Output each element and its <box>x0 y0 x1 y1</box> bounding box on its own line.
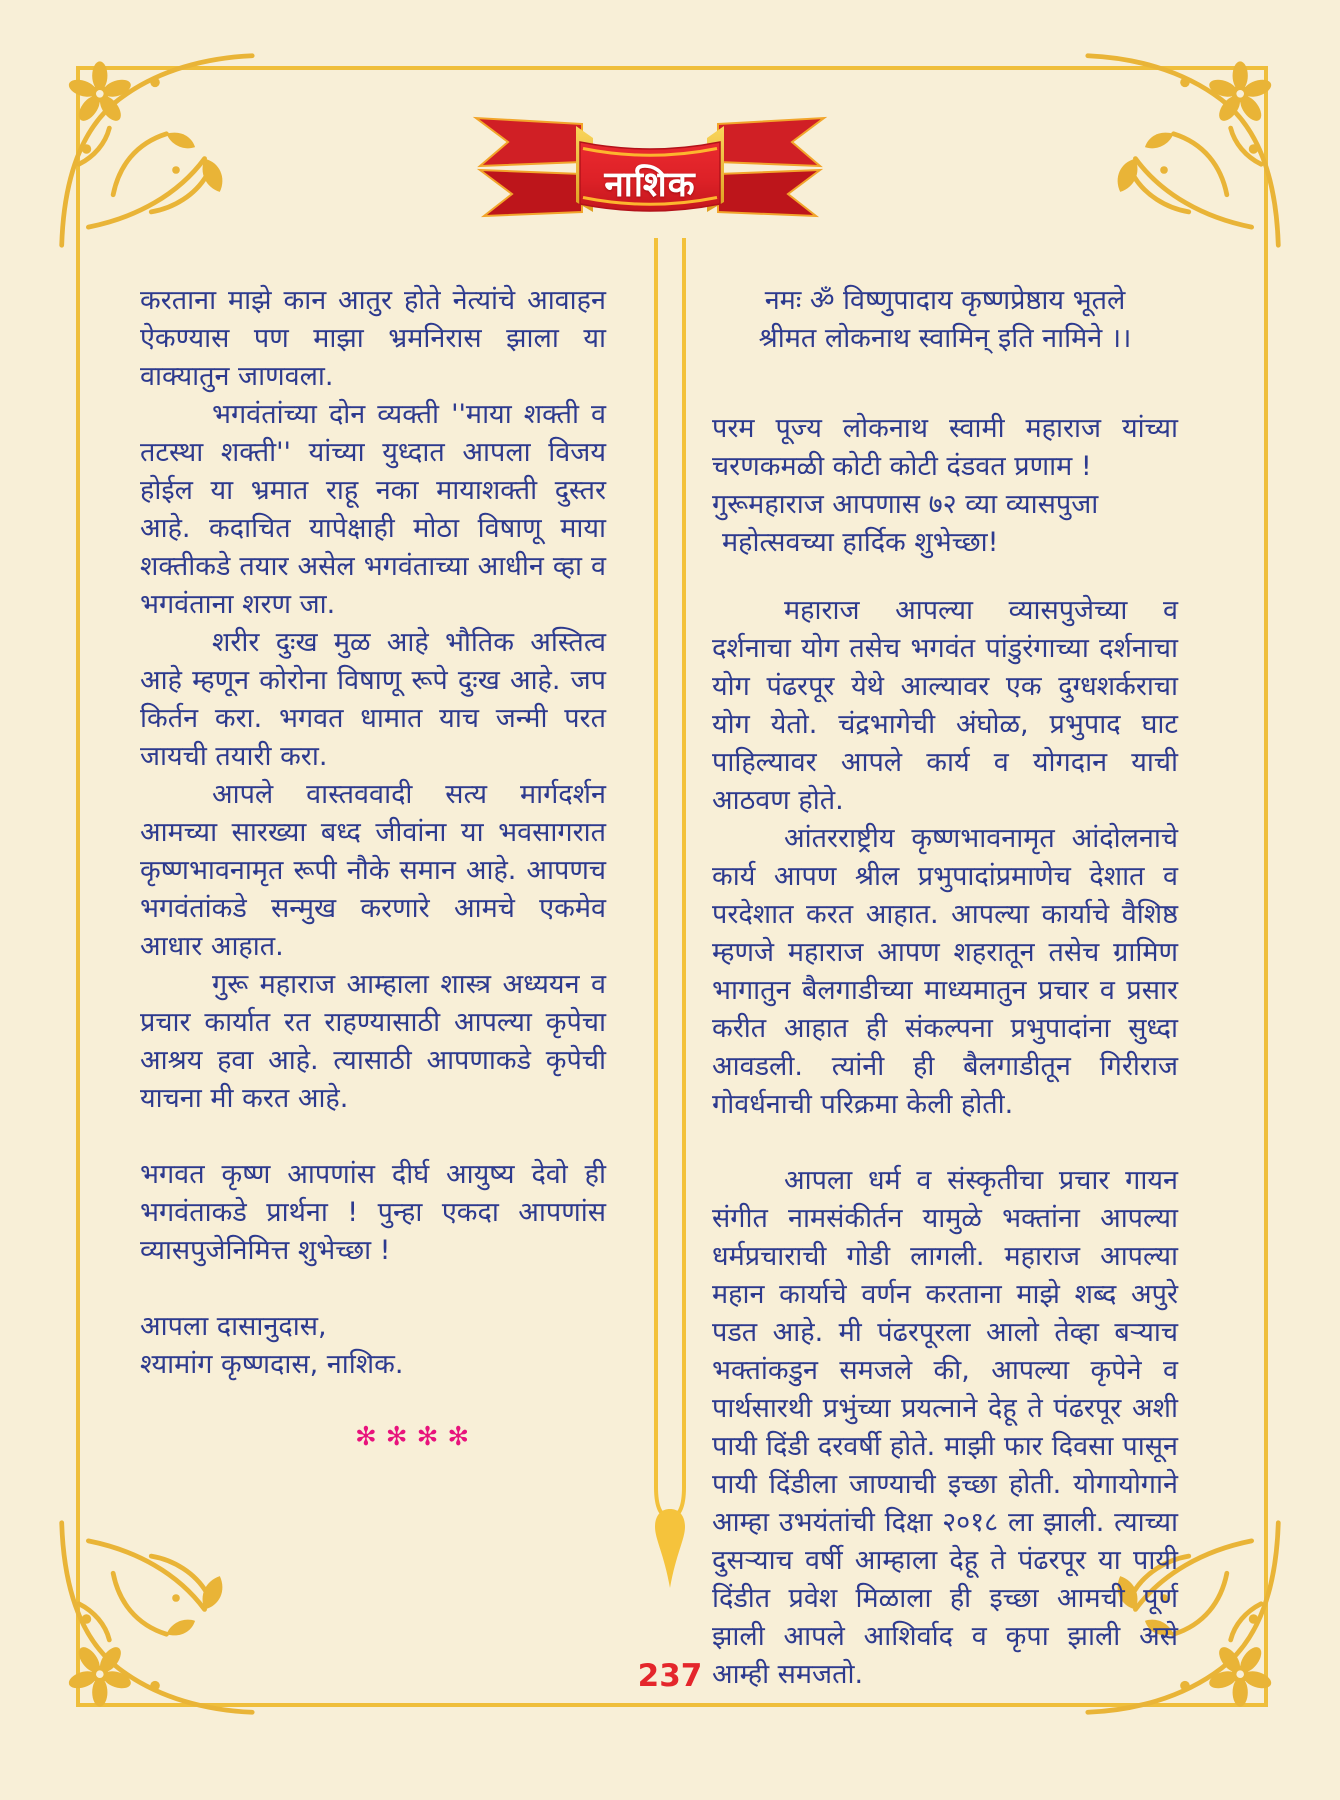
paragraph: भगवंतांच्या दोन व्यक्ती ''माया शक्ती व तटस्था शक्ती'' यांच्या युध्दात आपला विजय होईल या भ्रमात राहू नका मायाशक्ती दुस्तर आहे. कदाचित यापेक्षाही मोठा विषाणू माया शक्तीकडे तयार असेल भगवंताच्या आधीन व्हा व भगवंताना शरण जा. <box>140 399 606 620</box>
invocation-line: श्रीमत लोकनाथ स्वामिन् इति नामिने ।। <box>758 323 1132 354</box>
salutation-paragraph: परम पूज्य लोकनाथ स्वामी महाराज यांच्या चरणकमळी कोटी कोटी दंडवत प्रणाम ! <box>712 413 1178 482</box>
floral-corner-ornament-icon <box>56 50 256 250</box>
banner-title: नाशिक <box>604 165 696 205</box>
page-number: 237 <box>637 1658 703 1694</box>
paragraph: आंतरराष्ट्रीय कृष्णभावनामृत आंदोलनाचे कार्य आपण श्रील प्रभुपादांप्रमाणेच देशात व परदेशात करत आहात. आपल्या कार्याचे वैशिष्ठ म्हणजे महाराज आपण शहरातून तसेच ग्रामिण भागातुन बैलगाडीच्या माध्यमातुन प्रचार व प्रसार करीत आहात ही संकल्पना प्रभुपादांना सुध्दा आवडली. त्यांनी ही बैलगाडीतून गिरीराज गोवर्धनाची परिक्रमा केली होती. <box>712 823 1178 1120</box>
paragraph: शरीर दुःख मुळ आहे भौतिक अस्तित्व आहे म्हणून कोरोना विषाणू रूपे दुःख आहे. जप किर्तन करा. भगवत धामात याच जन्मी परत जायची तयारी करा. <box>140 627 606 772</box>
signature-line: आपला दासानुदास, <box>140 1311 327 1342</box>
ribbon-banner <box>450 116 850 220</box>
paragraph: करताना माझे कान आतुर होते नेत्यांचे आवाहन ऐकण्यास पण माझा भ्रमनिरास झाला या वाक्यातुन जाणवला. <box>140 285 606 392</box>
signature-line: श्यामांग कृष्णदास, नाशिक. <box>140 1349 404 1380</box>
column-divider-icon <box>651 238 689 1590</box>
greeting-line: गुरूमहाराज आपणास ७२ व्या व्यासपुजा <box>712 489 1099 520</box>
paragraph: आपले वास्तववादी सत्य मार्गदर्शन आमच्या सारख्या बध्द जीवांना या भवसागरात कृष्णभावनामृत रूपी नौके समान आहे. आपणच भगवंतांकडे सन्मुख करणारे आमचे एकमेव आधार आहात. <box>140 779 606 962</box>
paragraph: आपला धर्म व संस्कृतीचा प्रचार गायन संगीत नामसंकीर्तन यामुळे भक्तांना आपल्या धर्मप्रचाराची गोडी लागली. महाराज आपल्या महान कार्याचे वर्णन करताना माझे शब्द अपुरे पडत आहे. मी पंढरपूरला आलो तेव्हा बऱ्याच भक्तांकडुन समजले की, आपल्या कृपेने व पार्थसारथी प्रभुंच्या प्रयत्नाने देहू ते पंढरपूर अशी पायी दिंडी दरवर्षी होते. माझी फार दिवसा पासून पायी दिंडीला जाण्याची इच्छा होती. योगायोगाने आम्हा उभयंतांची दिक्षा २०१८ ला झाली. त्याच्या दुसऱ्याच वर्षी आम्हाला देहू ते पंढरपूर या पायी दिंडीत प्रवेश मिळाला ही इच्छा आमची पूर्ण झाली आपले आशिर्वाद व कृपा झाली असे आम्ही समजतो. <box>712 1165 1178 1690</box>
paragraph: गुरू महाराज आम्हाला शास्त्र अध्ययन व प्रचार कार्यात रत राहण्यासाठी आपल्या कृपेचा आश्रय हवा आहे. त्यासाठी आपणाकडे कृपेची याचना मी करत आहे. <box>140 969 606 1114</box>
left-column <box>140 282 606 1456</box>
invocation-verse <box>712 282 1178 358</box>
floral-corner-ornament-icon <box>1084 50 1284 250</box>
invocation-line: नमः ॐ विष्णुपादाय कृष्णप्रेष्ठाय भूतले <box>764 285 1126 316</box>
greeting-line: महोत्सवच्या हार्दिक शुभेच्छा! <box>722 527 999 558</box>
right-column <box>712 282 1178 1694</box>
paragraph: महाराज आपल्या व्यासपुजेच्या व दर्शनाचा योग तसेच भगवंत पांडुरंगाच्या दर्शनाचा योग पंढरपूर येथे आल्यावर एक दुग्धशर्कराचा योग येतो. चंद्रभागेची अंघोळ, प्रभुपाद घाट पाहिल्यावर आपले कार्य व योगदान याची आठवण होते. <box>712 595 1178 816</box>
closing-paragraph: भगवत कृष्ण आपणांस दीर्घ आयुष्य देवो ही भगवंताकडे प्रार्थना ! पुन्हा एकदा आपणांस व्यासपुजेनिमित्त शुभेच्छा ! <box>140 1159 606 1266</box>
section-end-stars: ✻✻✻✻ <box>355 1422 479 1452</box>
